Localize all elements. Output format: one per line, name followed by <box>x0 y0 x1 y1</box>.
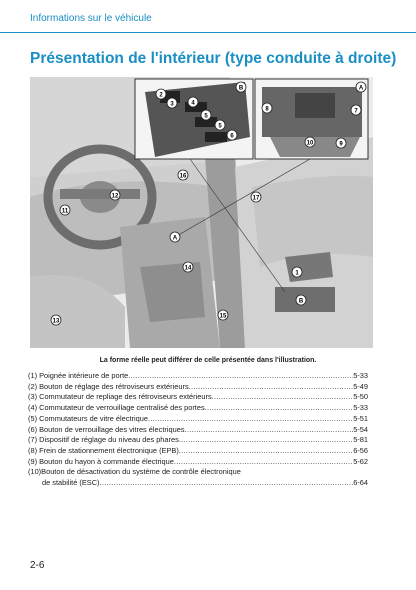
svg-text:B: B <box>238 85 244 92</box>
callout-10 <box>305 137 315 147</box>
callout-17 <box>251 192 261 202</box>
list-item: (9) Bouton du hayon à commande électrique ..... 5-62 <box>28 457 368 468</box>
illustration-caption: La forme réelle peut différer de celle présentée dans l'illustration. <box>99 357 317 364</box>
callout-8 <box>262 103 272 113</box>
callout-16 <box>178 170 188 180</box>
svg-text:15: 15 <box>219 313 227 320</box>
callout-1 <box>292 267 302 277</box>
svg-text:1: 1 <box>295 270 299 277</box>
list-item: (2) Bouton de réglage des rétroviseurs extérieurs ..... 5-49 <box>28 382 368 393</box>
callout-12 <box>110 190 120 200</box>
panel-label-a-console <box>170 232 180 242</box>
svg-text:8: 8 <box>265 106 269 113</box>
svg-text:B: B <box>298 298 304 305</box>
page-number: 2-6 <box>30 560 45 571</box>
svg-text:3: 3 <box>170 101 174 108</box>
callout-2 <box>156 89 166 99</box>
header-divider <box>0 32 416 33</box>
callout-15 <box>218 310 228 320</box>
panel-label-a-top <box>356 82 366 92</box>
svg-text:14: 14 <box>184 265 192 272</box>
svg-text:12: 12 <box>111 193 119 200</box>
list-item: (7) Dispositif de réglage du niveau des phares ..... 5-81 <box>28 435 368 446</box>
list-item: (4) Commutateur de verrouillage centralisé des portes ..... 5-33 <box>28 403 368 414</box>
callout-9 <box>336 138 346 148</box>
list-item-continuation: de stabilité (ESC) ..... 6-64 <box>28 478 368 489</box>
svg-text:17: 17 <box>252 195 260 202</box>
callout-14 <box>183 262 193 272</box>
panel-label-b-door <box>296 295 306 305</box>
list-item: (5) Commutateurs de vitre électrique ..... 5-51 <box>28 414 368 425</box>
list-item: (1) Poignée intérieure de porte ..... 5-33 <box>28 371 368 382</box>
svg-text:2: 2 <box>159 92 163 99</box>
svg-text:6: 6 <box>230 133 234 140</box>
page-title: Présentation de l'intérieur (type conduite à droite) <box>30 50 397 67</box>
svg-text:9: 9 <box>339 141 343 148</box>
callout-3 <box>167 98 177 108</box>
svg-text:5: 5 <box>204 113 208 120</box>
svg-text:A: A <box>358 85 364 92</box>
list-item: (8) Frein de stationnement électronique (EPB) ..... 6-56 <box>28 446 368 457</box>
callout-5b <box>215 120 225 130</box>
svg-text:7: 7 <box>354 108 358 115</box>
interior-illustration <box>30 77 373 348</box>
callout-13 <box>51 315 61 325</box>
section-title: Informations sur le véhicule <box>30 13 152 24</box>
svg-text:5: 5 <box>218 123 222 130</box>
callout-4 <box>188 97 198 107</box>
panel-label-b-top <box>236 82 246 92</box>
svg-text:10: 10 <box>306 140 314 147</box>
svg-text:4: 4 <box>191 100 195 107</box>
component-list <box>28 371 368 489</box>
list-item: (3) Commutateur de repliage des rétroviseurs extérieurs ..... 5-50 <box>28 392 368 403</box>
svg-text:A: A <box>172 235 178 242</box>
callout-6 <box>227 130 237 140</box>
callout-11 <box>60 205 70 215</box>
list-item: (6) Bouton de verrouillage des vitres électriques ..... 5-54 <box>28 425 368 436</box>
svg-text:11: 11 <box>61 208 69 215</box>
callout-5a <box>201 110 211 120</box>
interior-drawing <box>30 77 373 348</box>
callout-7 <box>351 105 361 115</box>
list-item: (10)Bouton de désactivation du système de contrôle électronique <box>28 467 241 477</box>
svg-text:16: 16 <box>179 173 187 180</box>
svg-text:13: 13 <box>52 318 60 325</box>
page-header <box>0 0 416 34</box>
